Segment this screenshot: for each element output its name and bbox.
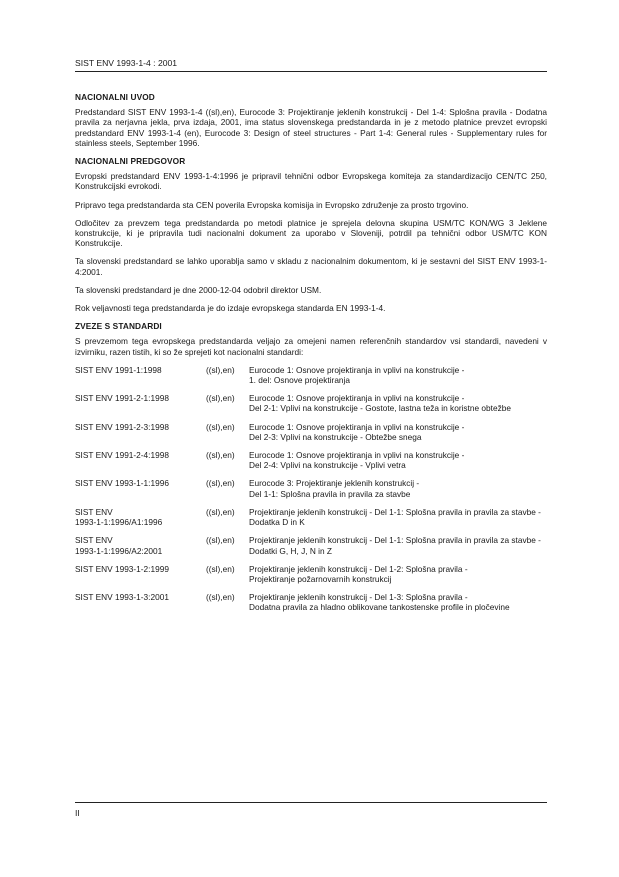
standard-language: ((sl),en) [206,393,235,404]
document-body [75,92,547,621]
standard-title: Eurocode 1: Osnove projektiranja in vplivi na konstrukcije - Del 2-3: Vplivi na konstrukcije - Obtežbe snega [249,421,465,442]
standard-title: Eurocode 1: Osnove projektiranja in vplivi na konstrukcije - 1. del: Osnove projektiranja [249,364,465,386]
standard-row [75,478,547,498]
standard-code: SIST ENV 1991-1:1998 [75,364,162,375]
standard-title: Projektiranje jeklenih konstrukcij - Del 1-2: Splošna pravila - Projektiranje požarnovarnih konstrukcij [249,563,468,584]
paragraph: Ta slovenski predstandard je dne 2000-12-04 odobril direktor USM. [75,284,322,295]
standard-code: SIST ENV 1991-2-1:1998 [75,393,169,404]
standard-row [75,564,547,584]
paragraph: Odločitev za prevzem tega predstandarda po metodi platnice je sprejela delovna skupina USM/TC KON/WG 3 Jeklene konstrukcije, ki je pripravila tudi nacionalni dokument za uporabo v Sloveniji, potrdil pa tehnični odbor USM/TC KON Konstrukcije. [75,217,547,249]
standard-title: Eurocode 3: Projektiranje jeklenih konstrukcij - Del 1-1: Splošna pravila in pravila za stavbe [249,478,420,499]
standards-list [75,365,547,613]
standard-title: Projektiranje jeklenih konstrukcij - Del 1-1: Splošna pravila in pravila za stavbe - Dodatka D in K [249,506,541,528]
page-number: II [75,808,80,818]
standard-language: ((sl),en) [206,478,235,489]
running-title: SIST ENV 1993-1-4 : 2001 [75,58,178,68]
heading-nacionalni-predgovor: NACIONALNI PREDGOVOR [75,156,186,167]
paragraph: Rok veljavnosti tega predstandarda je do izdaje evropskega standarda EN 1993-1-4. [75,303,386,314]
standard-row [75,535,547,555]
standard-language: ((sl),en) [206,421,235,432]
standard-language: ((sl),en) [206,364,235,375]
standard-code: SIST ENV 1993-1-2:1999 [75,563,169,574]
standard-row [75,422,547,442]
standard-language: ((sl),en) [206,535,235,546]
standard-title: Projektiranje jeklenih konstrukcij - Del 1-3: Splošna pravila - Dodatna pravila za hladno oblikovane tankostenske profile in pločevine [249,592,510,613]
standard-title: Projektiranje jeklenih konstrukcij - Del 1-1: Splošna pravila in pravila za stavbe - Dodatki G, H, J, N in Z [249,535,541,556]
standard-language: ((sl),en) [206,506,235,517]
standard-language: ((sl),en) [206,563,235,574]
paragraph: Predstandard SIST ENV 1993-1-4 ((sl),en), Eurocode 3: Projektiranje jeklenih konstrukcij - Del 1-4: Splošna pravila - Dodatna pravila za nerjavna jekla, prva izdaja, 2001, ima status slovenskega predstandarda in je z metodo platnice prevzet evropski predstandard ENV 1993-1-4 (en), Eurocode 3: Design of steel structures - Part 1-4: General rules - Supplementary rules for stainless steels, September 1996. [75,107,547,148]
standard-code: SIST ENV 1993-1-3:2001 [75,592,169,603]
paragraph: Evropski predstandard ENV 1993-1-4:1996 je pripravil tehnični odbor Evropskega komiteja za standardizacijo CEN/TC 250, Konstrukcijski evrokodi. [75,171,547,192]
standard-code: SIST ENV 1993-1-1:1996 [75,478,169,489]
standard-row [75,365,547,385]
standard-title: Eurocode 1: Osnove projektiranja in vplivi na konstrukcije - Del 2-1: Vplivi na konstrukcije - Gostote, lastna teža in koristne obtežbe [249,393,511,414]
footer-divider [75,802,547,803]
standard-code: SIST ENV 1993-1-1:1996/A1:1996 [75,506,163,528]
standard-code: SIST ENV 1991-2-4:1998 [75,450,169,461]
standard-row [75,450,547,470]
paragraph: Pripravo tega predstandarda sta CEN poverila Evropska komisija in Evropsko združenje za prosto trgovino. [75,199,469,210]
standard-language: ((sl),en) [206,592,235,603]
standard-row [75,393,547,413]
heading-zveze-s-standardi: ZVEZE S STANDARDI [75,321,162,332]
standard-title: Eurocode 1: Osnove projektiranja in vplivi na konstrukcije - Del 2-4: Vplivi na konstrukcije - Vplivi vetra [249,450,465,471]
standard-row [75,592,547,612]
paragraph-intro: S prevzemom tega evropskega predstandarda veljajo za omejeni namen referenčnih standardov vsi standardi, navedeni v izvirniku, razen tistih, ki so že sprejeti kot nacionalni standardi: [75,336,547,357]
standard-row [75,507,547,527]
running-header [75,58,547,72]
heading-nacionalni-uvod: NACIONALNI UVOD [75,92,155,102]
standard-language: ((sl),en) [206,450,235,461]
standard-code: SIST ENV 1991-2-3:1998 [75,421,169,432]
paragraph: Ta slovenski predstandard se lahko uporablja samo v skladu z nacionalnim dokumentom, ki je sestavni del SIST ENV 1993-1-4:2001. [75,256,547,277]
standard-code: SIST ENV 1993-1-1:1996/A2:2001 [75,535,163,556]
